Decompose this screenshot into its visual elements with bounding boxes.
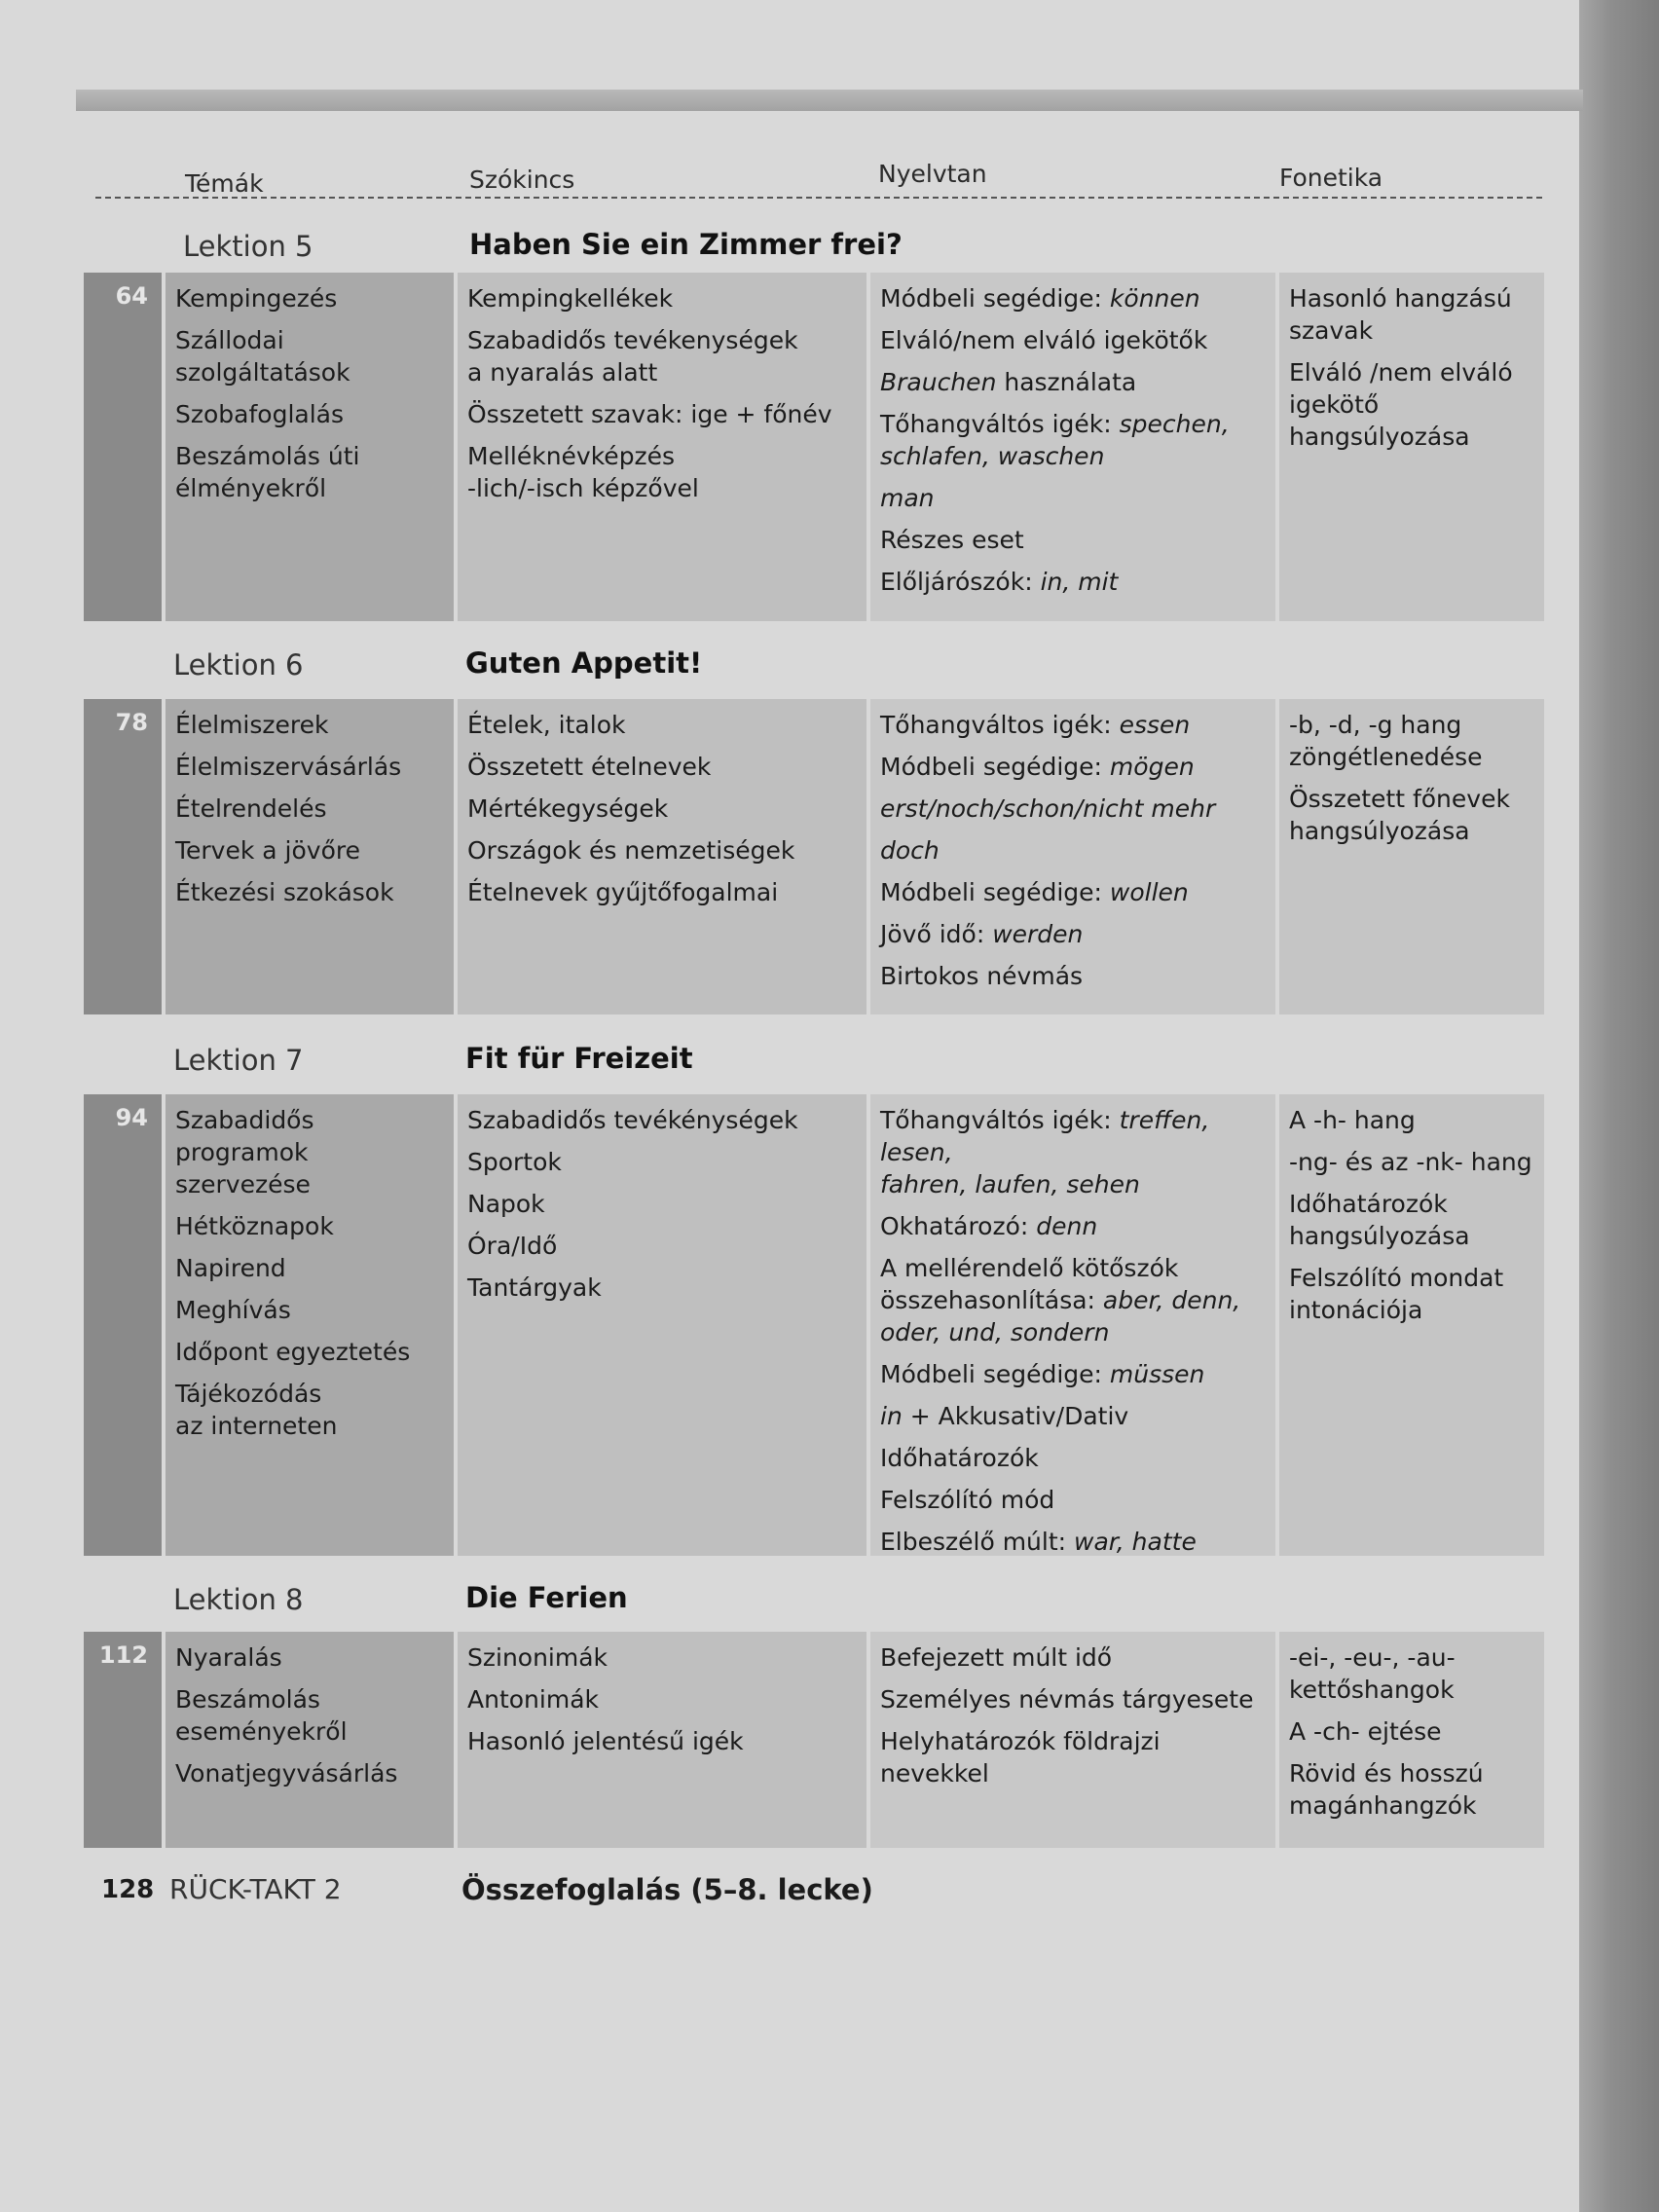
- lesson-title: Guten Appetit!: [465, 646, 703, 680]
- grammar-item: [880, 960, 1266, 992]
- list-item: Országok és nemzetiségek: [467, 836, 795, 865]
- list-item: Összetett szavak: ige + főnév: [467, 400, 832, 428]
- list-item: Kempingkellékek: [467, 284, 674, 313]
- grammar-text: Tőhangváltos igék:: [880, 711, 1120, 739]
- list-item: Étkezési szokások: [175, 878, 394, 906]
- grammar-text: Előljárószók:: [880, 568, 1041, 596]
- grammar-example: in, mit: [1040, 568, 1119, 596]
- fonetika-cell: [1279, 1094, 1544, 1556]
- fonetika-cell: [1279, 699, 1544, 1014]
- lesson-label: Lektion 7: [173, 1044, 304, 1077]
- grammar-text: Befejezett múlt idő: [880, 1643, 1113, 1672]
- page-number: 78: [115, 709, 148, 736]
- list-item: Összetett főnevek hangsúlyozása: [1289, 785, 1510, 845]
- grammar-item: [880, 1104, 1266, 1200]
- list-item: Melléknévképzés -lich/-isch képzővel: [467, 442, 699, 502]
- page-gutter-shadow: [1579, 0, 1659, 2212]
- szokincs-cell: [458, 699, 866, 1014]
- lesson-title: Fit für Freizeit: [465, 1042, 693, 1075]
- list-item: Ételrendelés: [175, 794, 327, 823]
- grammar-item: [880, 324, 1266, 356]
- page-number: 94: [115, 1104, 148, 1131]
- nyelvtan-cell: [870, 1094, 1275, 1556]
- grammar-item: [880, 366, 1266, 398]
- grammar-example: erst/noch/schon/nicht mehr: [880, 794, 1216, 823]
- grammar-text: Tőhangváltós igék:: [880, 410, 1120, 438]
- lesson-label: Lektion 6: [173, 648, 304, 682]
- list-item: Szabadidős tevékénységek: [467, 1106, 798, 1134]
- header-temak: Témák: [185, 169, 264, 198]
- grammar-item: [880, 566, 1266, 598]
- grammar-text: Személyes névmás tárgyesete: [880, 1685, 1254, 1714]
- grammar-item: [880, 482, 1266, 514]
- review-title: Összefoglalás (5–8. lecke): [461, 1873, 873, 1906]
- list-item: Beszámolás eseményekről: [175, 1685, 348, 1746]
- lesson-row: [84, 699, 1544, 1014]
- grammar-text: Jövő idő:: [880, 920, 993, 948]
- grammar-example: müssen: [1109, 1360, 1205, 1388]
- grammar-text: Módbeli segédige:: [880, 878, 1110, 906]
- grammar-item: [880, 1526, 1266, 1558]
- grammar-item: [880, 751, 1266, 783]
- grammar-text: Elváló/nem elváló igekötők: [880, 326, 1208, 354]
- grammar-example: wollen: [1109, 878, 1189, 906]
- grammar-example: können: [1109, 284, 1200, 313]
- list-item: Óra/Idő: [467, 1232, 558, 1260]
- page-number: 64: [115, 282, 148, 310]
- page-number: 112: [98, 1641, 148, 1669]
- list-item: Sportok: [467, 1148, 562, 1176]
- grammar-example: Brauchen: [880, 368, 997, 396]
- grammar-text: Módbeli segédige:: [880, 753, 1110, 781]
- grammar-example: man: [880, 484, 935, 512]
- review-label: RÜCK-TAKT 2: [169, 1873, 342, 1905]
- grammar-example: war, hatte: [1074, 1528, 1197, 1556]
- grammar-item: [880, 1252, 1266, 1348]
- szokincs-cell: [458, 273, 866, 621]
- list-item: Élelmiszervásárlás: [175, 753, 402, 781]
- grammar-text: használata: [996, 368, 1137, 396]
- review-page-number: 128: [101, 1875, 155, 1904]
- list-item: Nyaralás: [175, 1643, 282, 1672]
- nyelvtan-cell: [870, 699, 1275, 1014]
- temak-cell: [166, 273, 454, 621]
- lesson-label: Lektion 5: [183, 230, 313, 263]
- grammar-example: denn: [1036, 1212, 1098, 1240]
- list-item: Hasonló hangzású szavak: [1289, 284, 1512, 345]
- grammar-item: [880, 1484, 1266, 1516]
- page-number-cell: [84, 273, 162, 621]
- list-item: Ételnevek gyűjtőfogalmai: [467, 878, 779, 906]
- list-item: Napok: [467, 1190, 545, 1218]
- grammar-text: A mellérendelő kötőszók összehasonlítása:: [880, 1254, 1179, 1314]
- lesson-row: [84, 273, 1544, 621]
- grammar-text: Tőhangváltós igék:: [880, 1106, 1120, 1134]
- lesson-row: [84, 1632, 1544, 1848]
- grammar-item: [880, 1358, 1266, 1390]
- temak-cell: [166, 1094, 454, 1556]
- nyelvtan-cell: [870, 1632, 1275, 1848]
- page-number-cell: [84, 1094, 162, 1556]
- fonetika-cell: [1279, 1632, 1544, 1848]
- list-item: Mértékegységek: [467, 794, 669, 823]
- grammar-example: essen: [1119, 711, 1191, 739]
- list-item: Szállodai szolgáltatások: [175, 326, 350, 387]
- list-item: Szobafoglalás: [175, 400, 344, 428]
- grammar-example: treffen, lesen, fahren, laufen, sehen: [880, 1106, 1210, 1198]
- temak-cell: [166, 699, 454, 1014]
- header-fonetika: Fonetika: [1279, 164, 1383, 192]
- grammar-item: [880, 1725, 1266, 1789]
- list-item: A -h- hang: [1289, 1106, 1416, 1134]
- list-item: Hétköznapok: [175, 1212, 334, 1240]
- temak-cell: [166, 1632, 454, 1848]
- grammar-example: in: [880, 1402, 903, 1430]
- page-number-cell: [84, 699, 162, 1014]
- list-item: Tantárgyak: [467, 1273, 602, 1302]
- list-item: Elváló /nem elváló igekötő hangsúlyozása: [1289, 358, 1513, 451]
- list-item: A -ch- ejtése: [1289, 1717, 1442, 1746]
- page-number-cell: [84, 1632, 162, 1848]
- grammar-example: werden: [992, 920, 1084, 948]
- list-item: Szabadidős tevékenységek a nyaralás alatt: [467, 326, 798, 387]
- lesson-heading: [84, 1583, 1544, 1624]
- grammar-item: [880, 834, 1266, 866]
- list-item: Meghívás: [175, 1296, 291, 1324]
- szokincs-cell: [458, 1094, 866, 1556]
- list-item: -b, -d, -g hang zöngétlenedése: [1289, 711, 1483, 771]
- grammar-item: [880, 1400, 1266, 1432]
- list-item: Hasonló jelentésű igék: [467, 1727, 744, 1755]
- grammar-item: [880, 524, 1266, 556]
- grammar-item: [880, 282, 1266, 314]
- top-decorative-rule: [76, 90, 1583, 111]
- grammar-item: [880, 1683, 1266, 1715]
- grammar-text: Helyhatározók földrajzi nevekkel: [880, 1727, 1161, 1788]
- grammar-text: + Akkusativ/Dativ: [902, 1402, 1129, 1430]
- grammar-example: aber, denn, oder, und, sondern: [880, 1286, 1241, 1346]
- list-item: Szabadidős programok szervezése: [175, 1106, 314, 1198]
- list-item: Beszámolás úti élményekről: [175, 442, 360, 502]
- list-item: Napirend: [175, 1254, 286, 1282]
- grammar-item: [880, 1210, 1266, 1242]
- lesson-heading: [84, 648, 1544, 689]
- list-item: Ételek, italok: [467, 711, 626, 739]
- list-item: Antonimák: [467, 1685, 599, 1714]
- grammar-text: Birtokos névmás: [880, 962, 1084, 990]
- lesson-heading: [84, 1044, 1544, 1085]
- grammar-item: [880, 918, 1266, 950]
- grammar-item: [880, 1442, 1266, 1474]
- grammar-text: Részes eset: [880, 526, 1024, 554]
- list-item: Időpont egyeztetés: [175, 1338, 411, 1366]
- grammar-text: Felszólító mód: [880, 1486, 1055, 1514]
- grammar-item: [880, 709, 1266, 741]
- list-item: Vonatjegyvásárlás: [175, 1759, 398, 1788]
- list-item: Szinonimák: [467, 1643, 608, 1672]
- lesson-title: Die Ferien: [465, 1581, 628, 1614]
- grammar-item: [880, 876, 1266, 908]
- grammar-item: [880, 408, 1266, 472]
- fonetika-cell: [1279, 273, 1544, 621]
- lesson-heading: [84, 230, 1544, 271]
- table-header: [95, 158, 1542, 199]
- grammar-text: Módbeli segédige:: [880, 1360, 1110, 1388]
- grammar-text: Módbeli segédige:: [880, 284, 1110, 313]
- list-item: -ei-, -eu-, -au- kettőshangok: [1289, 1643, 1456, 1704]
- header-nyelvtan: Nyelvtan: [878, 160, 987, 188]
- list-item: Időhatározók hangsúlyozása: [1289, 1190, 1470, 1250]
- lesson-label: Lektion 8: [173, 1583, 304, 1616]
- list-item: Felszólító mondat intonációja: [1289, 1264, 1504, 1324]
- grammar-item: [880, 1641, 1266, 1674]
- grammar-example: mögen: [1109, 753, 1195, 781]
- header-szokincs: Szókincs: [469, 166, 575, 194]
- list-item: Rövid és hosszú magánhangzók: [1289, 1759, 1484, 1820]
- nyelvtan-cell: [870, 273, 1275, 621]
- grammar-text: Időhatározók: [880, 1444, 1039, 1472]
- szokincs-cell: [458, 1632, 866, 1848]
- review-section-row: [84, 1871, 1544, 1914]
- lesson-title: Haben Sie ein Zimmer frei?: [469, 228, 903, 261]
- grammar-item: [880, 793, 1266, 825]
- grammar-text: Okhatározó:: [880, 1212, 1037, 1240]
- list-item: Kempingezés: [175, 284, 338, 313]
- list-item: -ng- és az -nk- hang: [1289, 1148, 1532, 1176]
- list-item: Tájékozódás az interneten: [175, 1380, 338, 1440]
- list-item: Élelmiszerek: [175, 711, 329, 739]
- grammar-example: spechen, schlafen, waschen: [880, 410, 1230, 470]
- list-item: Tervek a jövőre: [175, 836, 360, 865]
- lesson-row: [84, 1094, 1544, 1556]
- list-item: Összetett ételnevek: [467, 753, 712, 781]
- grammar-example: doch: [880, 836, 940, 865]
- grammar-text: Elbeszélő múlt:: [880, 1528, 1075, 1556]
